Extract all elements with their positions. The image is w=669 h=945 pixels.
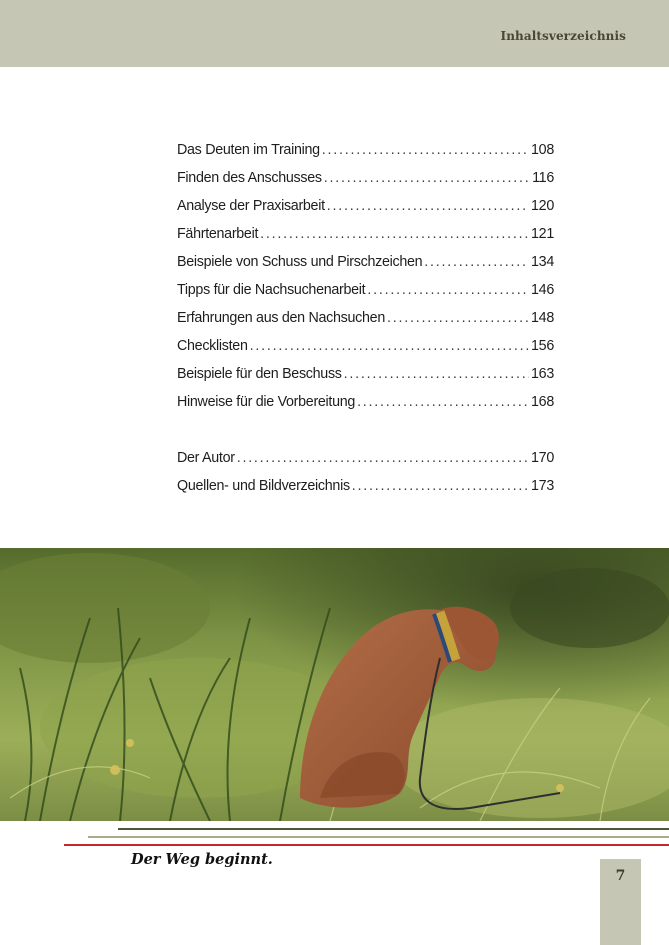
toc-entry[interactable] (177, 196, 554, 224)
toc-entry[interactable] (177, 392, 554, 420)
rule-dark-olive (118, 828, 669, 830)
toc-dot-leader (367, 280, 529, 300)
toc-entry-page: 173 (531, 478, 554, 494)
toc-dot-leader (237, 448, 529, 468)
toc-entry-page: 146 (531, 282, 554, 298)
toc-entry-title: Analyse der Praxisarbeit (177, 198, 325, 214)
toc-dot-leader (352, 476, 529, 496)
toc-entry-title: Checklisten (177, 338, 248, 354)
toc-dot-leader (344, 364, 529, 384)
toc-entry[interactable] (177, 168, 554, 196)
toc-dot-leader (357, 392, 529, 412)
toc-dot-leader (424, 252, 529, 272)
toc-entry-title: Finden des Anschusses (177, 170, 322, 186)
toc-entry-page: 148 (531, 310, 554, 326)
toc-entry-page: 168 (531, 394, 554, 410)
toc-entry[interactable] (177, 476, 554, 504)
toc-entry-title: Tipps für die Nachsuchenarbeit (177, 282, 366, 298)
toc-entry[interactable] (177, 280, 554, 308)
toc-entry-page: 163 (531, 366, 554, 382)
dog-in-grass-photo (0, 548, 669, 821)
table-of-contents (177, 140, 554, 504)
page-number: 7 (615, 868, 626, 884)
toc-entry[interactable] (177, 308, 554, 336)
toc-entry-title: Quellen- und Bildverzeichnis (177, 478, 350, 494)
toc-entry[interactable] (177, 140, 554, 168)
toc-entry-page: 156 (531, 338, 554, 354)
toc-entry[interactable] (177, 224, 554, 252)
toc-entry-title: Hinweise für die Vorbereitung (177, 394, 356, 410)
photo-caption: Der Weg beginnt. (131, 851, 273, 868)
toc-entry[interactable] (177, 364, 554, 392)
toc-dot-leader (250, 336, 529, 356)
running-header: Inhaltsverzeichnis (500, 29, 626, 43)
toc-dot-leader (322, 140, 529, 160)
toc-entry[interactable] (177, 252, 554, 280)
toc-entry-title: Der Autor (177, 450, 235, 466)
toc-entry-page: 120 (531, 198, 554, 214)
toc-entry-page: 134 (531, 254, 554, 270)
toc-dot-leader (387, 308, 529, 328)
toc-entry-page: 108 (531, 142, 554, 158)
toc-entry[interactable] (177, 448, 554, 476)
toc-entry-page: 170 (531, 450, 554, 466)
toc-entry-title: Das Deuten im Training (177, 142, 320, 158)
toc-entry-page: 116 (532, 170, 554, 186)
toc-dot-leader (260, 224, 529, 244)
toc-entry[interactable] (177, 336, 554, 364)
toc-entry-title: Beispiele von Schuss und Pirschzeichen (177, 254, 423, 270)
toc-dot-leader (324, 168, 530, 188)
toc-entry-title: Fährtenarbeit (177, 226, 259, 242)
toc-entry-title: Erfahrungen aus den Nachsuchen (177, 310, 385, 326)
rule-red (64, 844, 669, 846)
toc-entry-page: 121 (531, 226, 554, 242)
toc-dot-leader (327, 196, 529, 216)
rule-light-olive (88, 836, 669, 838)
page-number-tab (600, 859, 641, 945)
toc-entry-title: Beispiele für den Beschuss (177, 366, 342, 382)
